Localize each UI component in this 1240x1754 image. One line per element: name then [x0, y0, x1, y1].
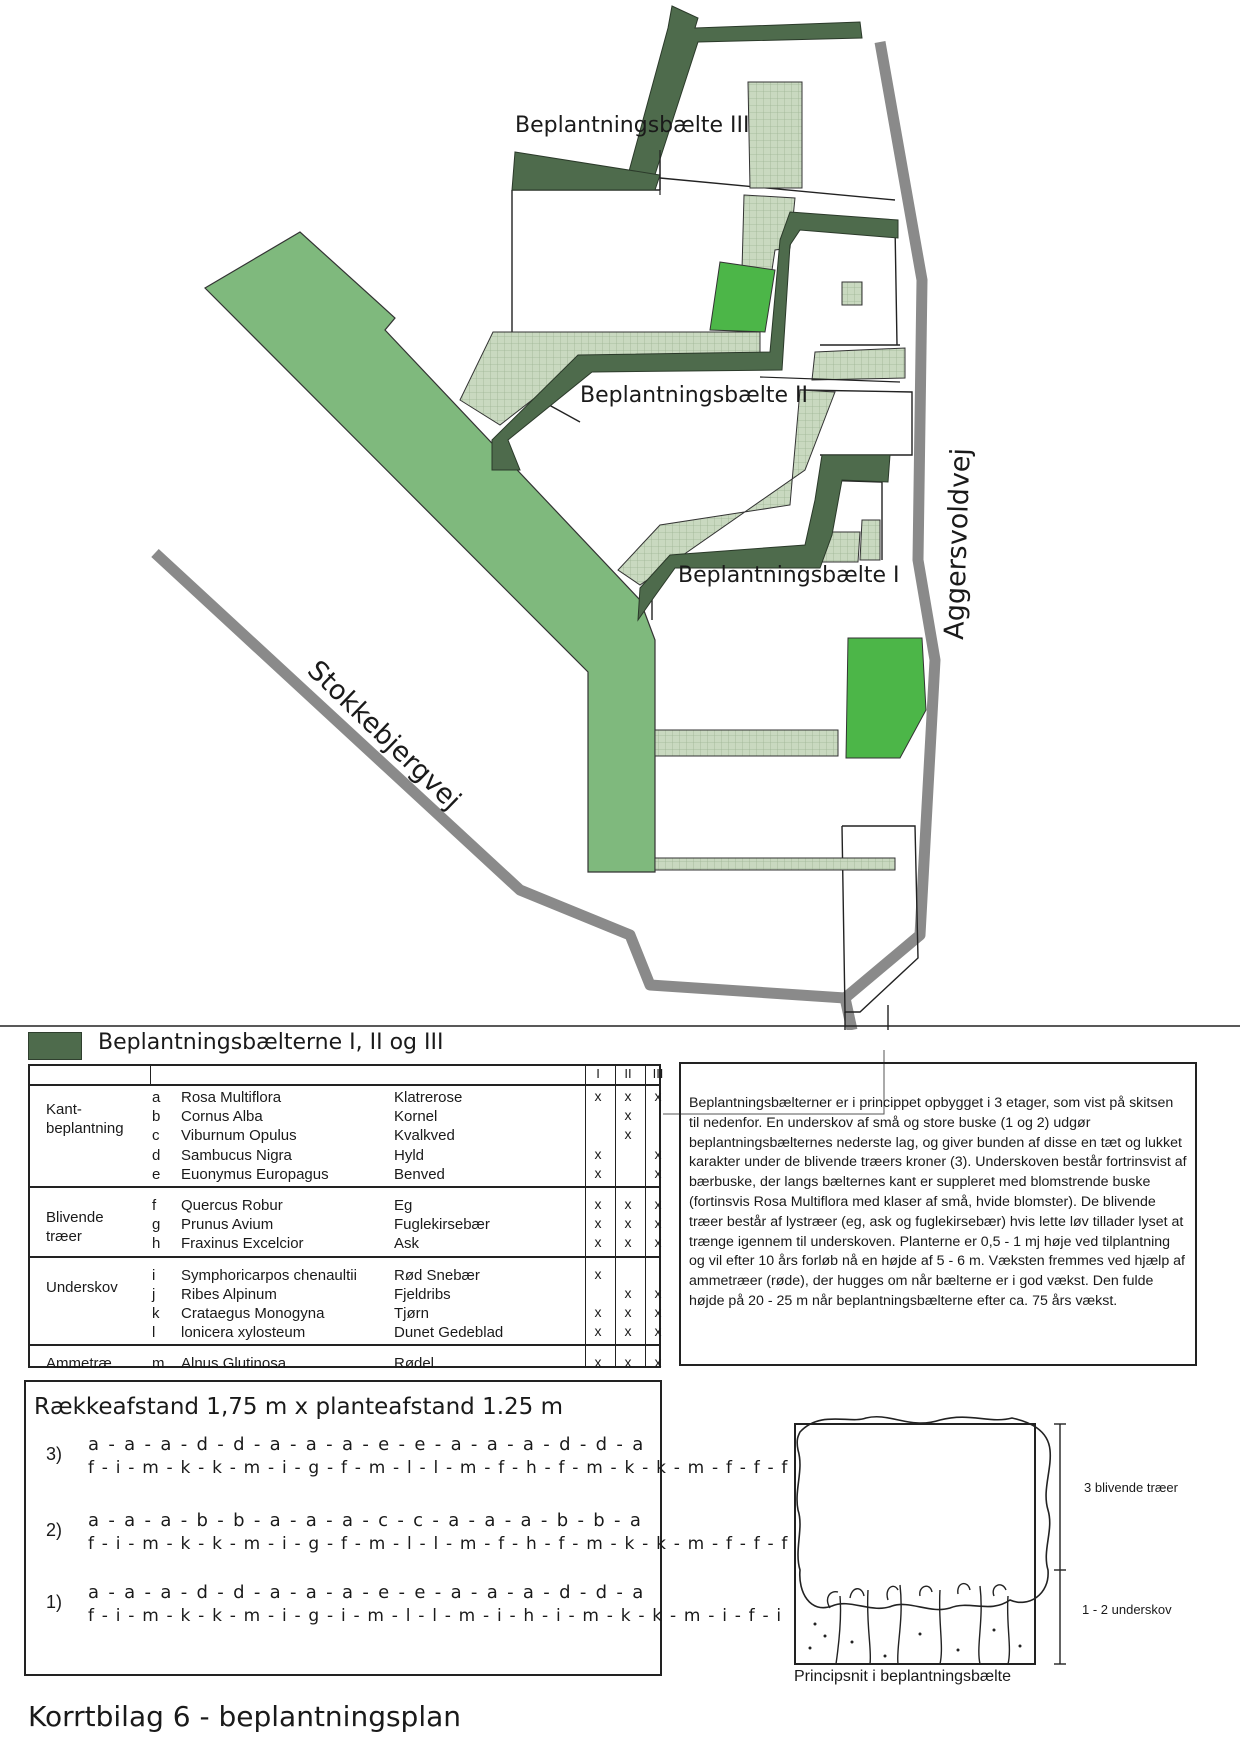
species-latin-name: Viburnum Opulus — [181, 1127, 297, 1145]
species-letter: e — [152, 1165, 161, 1183]
row-group-label: 1) — [46, 1592, 63, 1612]
species-latin-name: Sambucus Nigra — [181, 1146, 292, 1164]
species-mark: x — [624, 1354, 632, 1371]
table-column-header: I — [596, 1066, 600, 1081]
section-caption: Principsnit i beplantningsbælte — [794, 1668, 1012, 1685]
belt2-label: Beplantningsbælte II — [580, 383, 808, 408]
species-danish-name: Klatrerose — [394, 1089, 463, 1106]
species-mark: x — [654, 1284, 662, 1301]
species-danish-name: Kornel — [394, 1108, 438, 1126]
tier-label-trees: 3 blivende træer — [1084, 1480, 1178, 1495]
table-divider — [30, 1084, 659, 1086]
table-column-header: III — [652, 1066, 664, 1081]
species-mark: x — [624, 1215, 632, 1232]
species-danish-name: Eg — [394, 1197, 413, 1214]
table-column-header: II — [624, 1066, 632, 1081]
species-letter: j — [152, 1285, 156, 1303]
species-latin-name: Crataegus Monogyna — [181, 1305, 325, 1322]
species-danish-name: Rød Snebær — [394, 1266, 480, 1284]
species-letter: m — [152, 1355, 165, 1373]
species-letter: k — [152, 1305, 160, 1322]
species-mark: x — [654, 1215, 662, 1232]
species-letter: f — [152, 1197, 157, 1214]
species-mark: x — [624, 1126, 632, 1143]
species-latin-name: Fraxinus Excelcior — [181, 1235, 304, 1253]
description-box — [679, 1062, 1197, 1366]
belt1-label: Beplantningsbælte I — [678, 563, 900, 588]
table-column-line — [615, 1066, 616, 1366]
species-danish-name: Fjeldribs — [394, 1285, 451, 1303]
species-mark: x — [594, 1196, 602, 1212]
species-latin-name: Symphoricarpos chenaultii — [181, 1266, 357, 1284]
section-sketch — [780, 1410, 1140, 1680]
species-mark: x — [594, 1265, 602, 1282]
species-mark: x — [594, 1354, 602, 1371]
group-name: Blivende træer — [46, 1209, 104, 1245]
table-column-line — [150, 1066, 151, 1084]
group-divider — [30, 1344, 659, 1346]
species-mark: x — [624, 1107, 632, 1124]
row-group-label: 2) — [46, 1520, 63, 1540]
planting-sequence-line: f - i - m - k - k - m - i - g - f - m - l - l - m - f - h - f - m - k - k - m - f - f - f — [88, 1534, 789, 1554]
group-name: Underskov — [46, 1278, 118, 1296]
species-letter: i — [152, 1266, 156, 1284]
road-label-stokkebjergvej: Stokkebjergvej — [301, 654, 467, 817]
species-danish-name: Ask — [394, 1235, 420, 1253]
species-mark: x — [594, 1088, 602, 1104]
species-mark: x — [654, 1145, 662, 1162]
species-mark: x — [654, 1088, 662, 1104]
species-mark: x — [654, 1164, 662, 1181]
planting-sequence-line: a - a - a - d - d - a - a - a - e - e - a - a - a - d - d - a — [88, 1434, 646, 1455]
species-latin-name: Quercus Robur — [181, 1197, 283, 1214]
species-latin-name: Rosa Multiflora — [181, 1089, 282, 1106]
species-mark: x — [594, 1145, 602, 1162]
species-mark: x — [594, 1215, 602, 1232]
planting-rows-box — [24, 1380, 789, 1676]
planting-rows-heading: Rækkeafstand 1,75 m x planteafstand 1.25 m — [34, 1394, 563, 1420]
species-danish-name: Kvalkved — [394, 1127, 455, 1145]
species-letter: a — [152, 1089, 161, 1106]
species-danish-name: Tjørn — [394, 1305, 429, 1322]
belt3-label: Beplantningsbælte III — [515, 113, 750, 138]
species-letter: h — [152, 1235, 161, 1253]
species-latin-name: Cornus Alba — [181, 1108, 263, 1126]
species-mark: x — [654, 1304, 662, 1320]
species-letter: g — [152, 1216, 161, 1234]
species-mark: x — [594, 1323, 602, 1340]
species-latin-name: Prunus Avium — [181, 1216, 274, 1234]
description-text: Beplantningsbælterner er i princippet opbygget i 3 etager, som vist på skitsen til nedenfor. En underskov af små og store buske (1 og 2) udgør beplantningsbælternes nederste lag, og giver bunden af disse en tæt og lukket karakter under de blivende træers kroner (3). Underskoven består fortrinsvist af bærbuske, der langs bælternes kant er suppleret med blomstrende buske (fortinsvis Rosa Multiflora med klaser af små, hvide blomster). De blivende træer består af lystræer (eg, ask og fuglekirsebær) hvis lette løv tillader lyset at trænge igennem til underskoven. Planterne er 0,5 - 1 mj høje ved tilplantning og vil efter 10 års forløb nå en højde af 5 - 6 m. Væksten fremmes ved hjælp af ammetræer (røde), der hugges om når bælterne er i god vækst. Den fulde højde på 20 - 25 m når beplantningsbælterne efter ca. 75 års vækst. — [689, 1095, 1187, 1309]
species-mark: x — [654, 1354, 662, 1371]
group-name: Kant- beplantning — [46, 1101, 124, 1137]
species-danish-name: Rødel — [394, 1355, 435, 1373]
species-danish-name: Dunet Gedeblad — [394, 1324, 504, 1342]
group-divider — [30, 1256, 659, 1258]
species-danish-name: Hyld — [394, 1146, 425, 1164]
species-danish-name: Benved — [394, 1165, 445, 1183]
species-mark: x — [624, 1196, 632, 1212]
species-mark: x — [654, 1323, 662, 1340]
species-mark: x — [654, 1234, 662, 1251]
page-title: Korrtbilag 6 - beplantningsplan — [28, 1700, 462, 1733]
species-latin-name: Alnus Glutinosa — [181, 1355, 287, 1373]
species-mark: x — [654, 1196, 662, 1212]
tree-canopy — [797, 1417, 1050, 1610]
road-label-aggersvoldvej: Aggersvoldvej — [939, 447, 977, 641]
species-mark: x — [624, 1323, 632, 1340]
legend-label: Beplantningsbælterne I, II og III — [98, 1030, 444, 1055]
tier-label-understory: 1 - 2 underskov — [1082, 1602, 1172, 1617]
species-mark: x — [594, 1304, 602, 1320]
species-latin-name: Euonymus Europagus — [181, 1165, 329, 1183]
species-mark: x — [624, 1088, 632, 1104]
species-letter: l — [152, 1324, 156, 1342]
species-letter: b — [152, 1108, 161, 1126]
row-group-label: 3) — [46, 1444, 63, 1464]
table-column-line — [585, 1066, 586, 1366]
planting-sequence-line: f - i - m - k - k - m - i - g - f - m - l - l - m - f - h - f - m - k - k - m - f - f - f — [88, 1458, 789, 1478]
group-divider — [30, 1186, 659, 1188]
species-danish-name: Fuglekirsebær — [394, 1216, 490, 1234]
species-table — [28, 1064, 664, 1373]
group-name: Ammetræ — [46, 1355, 112, 1373]
species-mark: x — [624, 1284, 632, 1301]
species-mark: x — [624, 1304, 632, 1320]
planting-sequence-line: a - a - a - d - d - a - a - a - e - e - a - a - a - d - d - a — [88, 1582, 646, 1603]
species-mark: x — [624, 1234, 632, 1251]
species-mark: x — [594, 1234, 602, 1251]
species-letter: d — [152, 1146, 161, 1164]
species-mark: x — [594, 1164, 602, 1181]
planting-sequence-line: a - a - a - b - b - a - a - a - c - c - a - a - a - b - b - a — [88, 1510, 643, 1531]
species-letter: c — [152, 1127, 160, 1145]
species-latin-name: Ribes Alpinum — [181, 1285, 277, 1303]
table-column-line — [645, 1066, 646, 1366]
planting-sequence-line: f - i - m - k - k - m - i - g - i - m - l - l - m - i - h - i - m - k - k - m - i - f - i — [88, 1606, 783, 1626]
species-latin-name: lonicera xylosteum — [181, 1324, 306, 1342]
